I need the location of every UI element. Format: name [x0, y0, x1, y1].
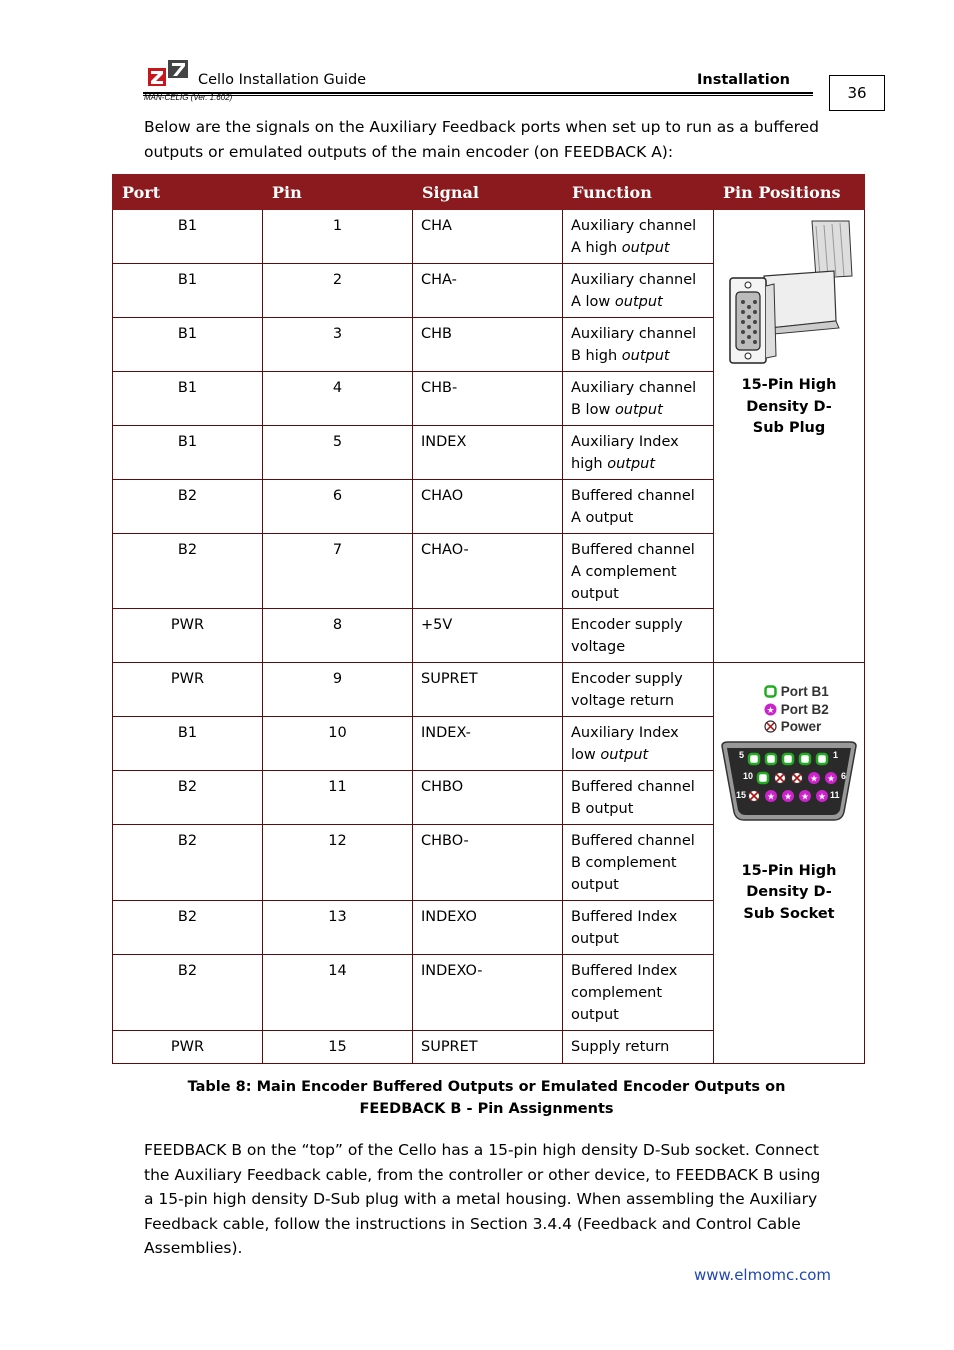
- socket-caption: 15-Pin High Density D-Sub Socket: [741, 862, 837, 922]
- dsub-socket-icon: [718, 740, 860, 824]
- signal-cell: CHB-: [413, 372, 563, 426]
- pin-cell: 6: [263, 480, 413, 534]
- pin-cell: 13: [263, 901, 413, 955]
- pin-cell: 14: [263, 955, 413, 1031]
- svg-text:★: ★: [800, 792, 810, 802]
- function-cell: Buffered channel B complement output: [563, 825, 714, 901]
- table-caption: Table 8: Main Encoder Buffered Outputs or Emulated Encoder Outputs on FEEDBACK B - Pin Assignments: [187, 1079, 786, 1117]
- pin-cell: 1: [263, 210, 413, 264]
- function-cell: Auxiliary Index high output: [563, 426, 714, 480]
- dsub-plug-icon: [724, 216, 854, 366]
- pin-label-11: 11: [830, 789, 840, 800]
- pin-cell: 5: [263, 426, 413, 480]
- signal-cell: +5V: [413, 609, 563, 663]
- function-cell: Buffered channel B output: [563, 771, 714, 825]
- port-b1-icon: [764, 685, 777, 698]
- column-header-pin: Pin: [263, 175, 413, 210]
- legend-power: Power: [764, 718, 860, 736]
- port-cell: B2: [113, 901, 263, 955]
- pin-cell: 15: [263, 1031, 413, 1064]
- signal-cell: INDEX-: [413, 717, 563, 771]
- port-cell: B1: [113, 318, 263, 372]
- pin-cell: 2: [263, 264, 413, 318]
- function-cell: Buffered Index complement output: [563, 955, 714, 1031]
- pin-cell: 8: [263, 609, 413, 663]
- header-divider-thin: [143, 95, 813, 96]
- signal-cell: INDEXO: [413, 901, 563, 955]
- header-divider: [143, 92, 813, 94]
- table-row: [113, 663, 865, 717]
- port-cell: B1: [113, 372, 263, 426]
- elmo-logo: [148, 58, 190, 88]
- signal-cell: SUPRET: [413, 663, 563, 717]
- document-title: Cello Installation Guide: [198, 72, 367, 88]
- pin-cell: 11: [263, 771, 413, 825]
- port-cell: B1: [113, 264, 263, 318]
- pin-cell: 12: [263, 825, 413, 901]
- svg-text:★: ★: [826, 774, 836, 784]
- column-header-pin-positions: Pin Positions: [714, 175, 865, 210]
- port-b2-icon: [764, 703, 777, 716]
- document-version: MAN-CELIG (Ver. 1.602): [144, 93, 233, 102]
- function-cell: Buffered channel A output: [563, 480, 714, 534]
- function-cell: Buffered Index output: [563, 901, 714, 955]
- power-icon: [764, 720, 777, 733]
- function-cell: Supply return: [563, 1031, 714, 1064]
- table-header-row: [113, 175, 865, 210]
- body-paragraph: FEEDBACK B on the “top” of the Cello has a 15-pin high density D-Sub socket. Connect the Auxiliary Feedback cable, from the controller or other device, to FEEDBACK B using a 15-pin high density D-Sub plug with a metal housing. When assembling the Auxiliary Feedback cable, follow the instructions in Section 3.4.4 (Feedback and Control Cable Assemblies).: [144, 1141, 821, 1257]
- svg-text:★: ★: [817, 792, 827, 802]
- pin-label-1: 1: [833, 749, 839, 760]
- website-link[interactable]: www.elmomc.com: [694, 1266, 832, 1284]
- table-row: [113, 210, 865, 264]
- port-cell: B1: [113, 717, 263, 771]
- port-cell: B1: [113, 426, 263, 480]
- pin-label-10: 10: [743, 770, 754, 781]
- function-cell: Auxiliary channel B low output: [563, 372, 714, 426]
- signal-cell: CHAO-: [413, 534, 563, 609]
- port-cell: B2: [113, 955, 263, 1031]
- port-cell: B2: [113, 534, 263, 609]
- plug-image-cell: [714, 210, 865, 663]
- port-cell: B1: [113, 210, 263, 264]
- pin-label-6: 6: [841, 770, 847, 781]
- column-header-function: Function: [563, 175, 714, 210]
- pin-label-15: 15: [736, 789, 747, 800]
- port-cell: B2: [113, 771, 263, 825]
- signal-cell: CHBO-: [413, 825, 563, 901]
- signal-cell: CHAO: [413, 480, 563, 534]
- pin-assignment-table: [112, 174, 865, 1064]
- pin-cell: 10: [263, 717, 413, 771]
- function-cell: Auxiliary channel A low output: [563, 264, 714, 318]
- signal-cell: CHB: [413, 318, 563, 372]
- signal-cell: SUPRET: [413, 1031, 563, 1064]
- function-cell: Buffered channel A complement output: [563, 534, 714, 609]
- svg-text:★: ★: [766, 705, 775, 716]
- legend-port-b2: ★ Port B2: [764, 701, 860, 719]
- svg-text:★: ★: [783, 792, 793, 802]
- function-cell: Auxiliary channel A high output: [563, 210, 714, 264]
- port-legend: [764, 683, 860, 736]
- svg-text:★: ★: [766, 792, 776, 802]
- pin-label-5: 5: [739, 749, 745, 760]
- signal-cell: INDEX: [413, 426, 563, 480]
- page-number: 36: [829, 75, 885, 111]
- port-cell: B2: [113, 825, 263, 901]
- pin-cell: 4: [263, 372, 413, 426]
- plug-caption: 15-Pin High Density D-Sub Plug: [741, 377, 837, 436]
- function-cell: Encoder supply voltage: [563, 609, 714, 663]
- column-header-port: Port: [113, 175, 263, 210]
- signal-cell: CHA-: [413, 264, 563, 318]
- port-cell: PWR: [113, 609, 263, 663]
- signal-cell: INDEXO-: [413, 955, 563, 1031]
- section-title: Installation: [697, 72, 790, 88]
- function-cell: Auxiliary Index low output: [563, 717, 714, 771]
- port-cell: PWR: [113, 663, 263, 717]
- pin-cell: 3: [263, 318, 413, 372]
- signal-cell: CHBO: [413, 771, 563, 825]
- signal-cell: CHA: [413, 210, 563, 264]
- svg-text:★: ★: [809, 774, 819, 784]
- pin-cell: 7: [263, 534, 413, 609]
- pin-cell: 9: [263, 663, 413, 717]
- port-cell: PWR: [113, 1031, 263, 1064]
- column-header-signal: Signal: [413, 175, 563, 210]
- function-cell: Encoder supply voltage return: [563, 663, 714, 717]
- intro-text: Below are the signals on the Auxiliary Feedback ports when set up to run as a buffered outputs or emulated outputs of the main encoder (on FEEDBACK A):: [144, 118, 820, 161]
- function-cell: Auxiliary channel B high output: [563, 318, 714, 372]
- port-cell: B2: [113, 480, 263, 534]
- legend-port-b1: Port B1: [764, 683, 860, 701]
- socket-image-cell: [714, 663, 865, 1064]
